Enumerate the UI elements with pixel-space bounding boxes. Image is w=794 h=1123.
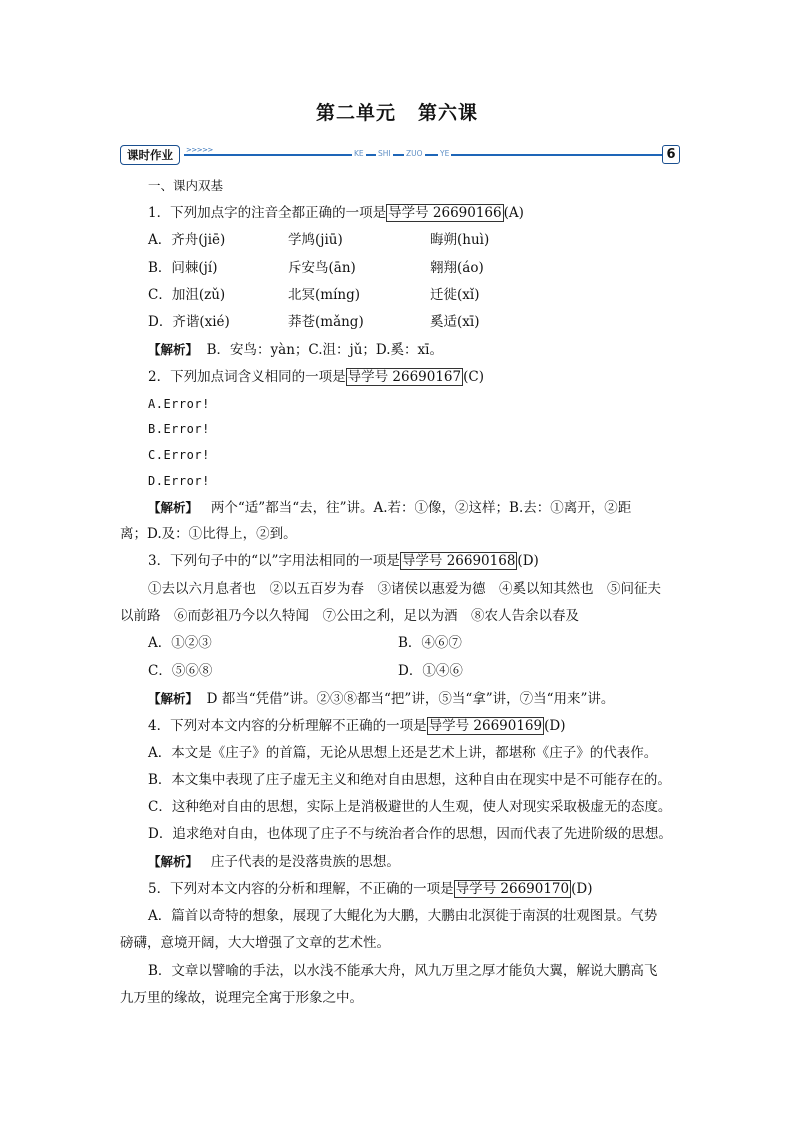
q3-code: 导学号 26690168 (401, 553, 516, 569)
q3-option-d: D．①④⑥ (398, 663, 463, 679)
q3-option-b: B．④⑥⑦ (398, 635, 462, 651)
q5-option-b: B．文章以譬喻的手法，以水浅不能承大舟，风九万里之厚才能负大翼，解说大鹏高飞 (148, 963, 658, 979)
section-heading: 一、课内双基 (148, 178, 224, 193)
q1-option-b-1: B．问棘(jí) (148, 260, 218, 276)
q1-option-c-2: 北冥(míng) (288, 287, 360, 303)
q1-option-c-1: C．加沮(zǔ) (148, 287, 226, 303)
q4-stem: 4．下列对本文内容的分析理解不正确的一项是 导学号 26690169 (D) (148, 718, 566, 734)
q5-code: 导学号 26690170 (455, 881, 570, 897)
title-unit: 第二单元 (315, 102, 396, 124)
lesson-number-badge: 6 (662, 145, 680, 164)
q2-option-d: D.Error! (148, 474, 210, 488)
q5-option-a: A．篇首以奇特的想象，展现了大鲲化为大鹏，大鹏由北溟徙于南溟的壮观图景。气势 (148, 908, 658, 924)
q5-stem: 5．下列对本文内容的分析和理解，不正确的一项是 导学号 26690170 (D) (148, 881, 593, 897)
q2-option-b: B.Error! (148, 422, 210, 436)
q1-answer: (A) (503, 205, 524, 221)
q4-option-b: B．本文集中表现了庄子虚无主义和绝对自由思想，这种自由在现实中是不可能存在的。 (148, 772, 671, 788)
q1-option-d-2: 莽苍(mǎng) (288, 314, 364, 330)
q2-option-a: A.Error! (148, 397, 210, 411)
q1-option-a-3: 晦朔(huì) (430, 232, 490, 248)
q1-option-d-3: 奚适(xī) (430, 314, 480, 330)
q2-option-c: C.Error! (148, 448, 210, 462)
arrows-icon: >>>>> (186, 146, 213, 154)
q5-option-b-cont: 九万里的缘故，说理完全寓于形象之中。 (120, 990, 363, 1006)
q3-sentences-cont: 以前路 ⑥而彭祖乃今以久特闻 ⑦公田之利，足以为酒 ⑧农人告余以春及 (120, 608, 579, 624)
q4-explanation: 【解析】 庄子代表的是没落贵族的思想。 (148, 854, 400, 870)
q4-code: 导学号 26690169 (428, 718, 543, 734)
q3-option-c: C．⑤⑥⑧ (148, 663, 213, 679)
q1-stem: 1．下列加点字的注音全都正确的一项是 导学号 26690166 (A) (148, 205, 524, 221)
q2-code: 导学号 26690167 (347, 369, 462, 385)
pinyin-zuo: ZUO (406, 149, 423, 158)
q1-explanation: 【解析】 B．安鸟：yàn；C.沮：jǔ；D.奚：xī。 (148, 342, 443, 358)
q1-code: 导学号 26690166 (388, 205, 502, 221)
q3-sentences: ①去以六月息者也 ②以五百岁为春 ③诸侯以惠爱为德 ④奚以知其然也 ⑤问征夫 (148, 581, 661, 597)
q1-option-b-2: 斥安鸟(ān) (288, 260, 356, 276)
q4-option-d: D．追求绝对自由，也体现了庄子不与统治者合作的思想，因而代表了先进阶级的思想。 (148, 826, 672, 842)
title-lesson: 第六课 (418, 102, 479, 124)
q2-explanation-cont: 离；D.及：①比得上，②到。 (120, 526, 297, 542)
homework-label: 课时作业 (120, 145, 180, 165)
q2-explanation: 【解析】 两个“适”都当“去，往”讲。A.若：①像，②这样；B.去：①离开，②距 (148, 500, 632, 516)
q1-option-c-3: 迁徙(xǐ) (430, 287, 480, 303)
q1-option-a-2: 学鸠(jiū) (288, 232, 343, 248)
page-title (0, 98, 794, 125)
pinyin-shi: SHI (378, 149, 391, 158)
pinyin-ye: YE (440, 149, 450, 158)
q3-answer: (D) (517, 553, 539, 569)
pinyin-ke: KE (354, 149, 364, 158)
q4-option-c: C．这种绝对自由的思想，实际上是消极避世的人生观，使人对现实采取极虚无的态度。 (148, 799, 672, 815)
q5-option-a-cont: 磅礴，意境开阔，大大增强了文章的艺术性。 (120, 935, 390, 951)
q4-answer: (D) (544, 718, 566, 734)
q4-option-a: A．本文是《庄子》的首篇，无论从思想上还是艺术上讲，都堪称《庄子》的代表作。 (148, 745, 658, 761)
q2-answer: (C) (463, 369, 484, 385)
q1-option-d-1: D．齐谐(xié) (148, 314, 230, 330)
q3-option-a: A．①②③ (148, 635, 212, 651)
q3-stem: 3．下列句子中的“以”字用法相同的一项是 导学号 26690168 (D) (148, 553, 539, 569)
q5-answer: (D) (571, 881, 593, 897)
q2-stem: 2．下列加点词含义相同的一项是 导学号 26690167 (C) (148, 369, 484, 385)
homework-header-bar (120, 145, 680, 165)
q3-explanation: 【解析】 D 都当“凭借”讲。②③⑧都当“把”讲，⑤当“拿”讲，⑦当“用来”讲。 (148, 691, 615, 707)
q1-option-a-1: A．齐舟(jiē) (148, 232, 226, 248)
q1-option-b-3: 翱翔(áo) (430, 260, 484, 276)
